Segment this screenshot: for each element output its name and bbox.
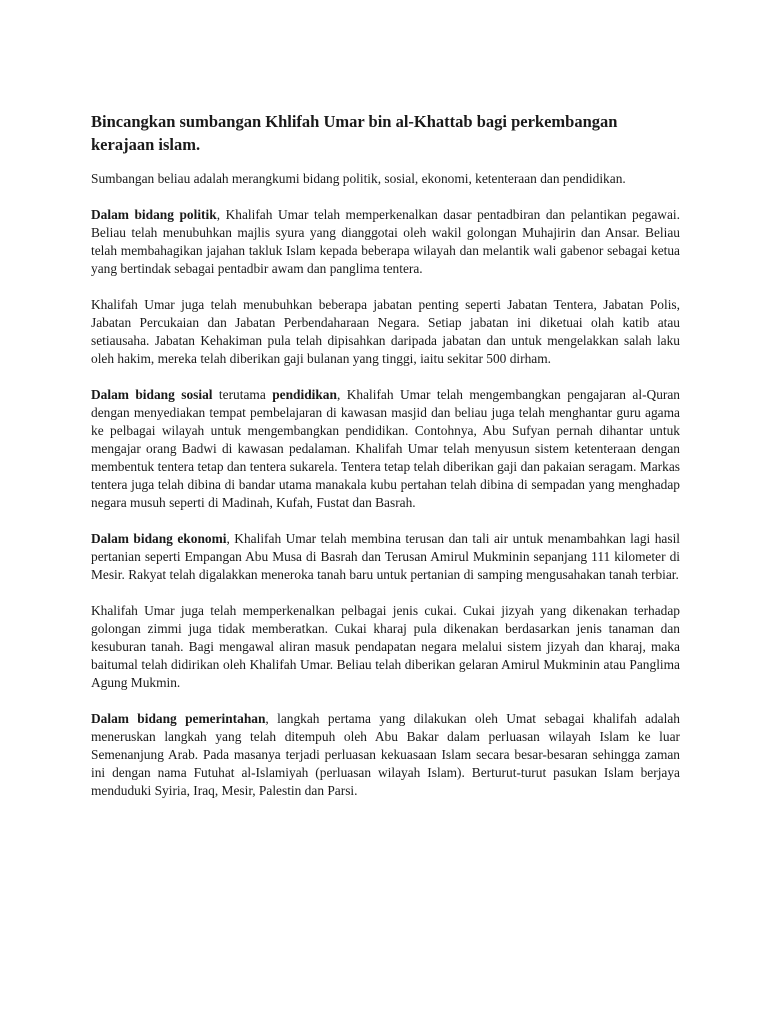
text-ekonomi: , Khalifah Umar telah membina terusan dan tali air untuk menambahkan lagi hasil pertanian seperti Empangan Abu Musa di Basrah dan Terusan Amirul Mukminin sepanjang 111 kilometer di Mesir. Rakyat telah digalakkan meneroka tanah baru untuk pertanian di samping mengusahakan tanah terbiar. — [91, 531, 681, 582]
paragraph-intro: Sumbangan beliau adalah merangkumi bidang politik, sosial, ekonomi, ketenteraan dan pendidikan. — [91, 171, 626, 186]
paragraph-sosial — [91, 386, 680, 512]
heading-pemerintahan: Dalam bidang pemerintahan — [91, 711, 266, 726]
paragraph-cukai: Khalifah Umar juga telah memperkenalkan pelbagai jenis cukai. Cukai jizyah yang dikenakan terhadap golongan zimmi juga tidak memberatkan. Cukai kharaj pula dikenakan berdasarkan jenis tanaman dan kesuburan tanah. Bagi mengawal aliran masuk pendapatan negara melalui sistem jizyah dan kharaj, maka baitumal telah didirikan oleh Khalifah Umar. Beliau telah diberikan gelaran Amirul Mukminin atau Panglima Agung Mukmin. — [91, 603, 680, 690]
paragraph-politik — [91, 206, 680, 278]
heading-sosial: Dalam bidang sosial — [91, 387, 213, 402]
heading-pendidikan: pendidikan — [272, 387, 337, 402]
text-politik: , Khalifah Umar telah memperkenalkan dasar pentadbiran dan pelantikan pegawai. Beliau telah menubuhkan majlis syura yang dianggotai oleh wakil golongan Muhajirin dan Ansar. Beliau telah membahagikan jajahan takluk Islam kepada beberapa wilayah dan melantik wali gabenor sebagai ketua yang bertindak sebagai pentadbir awam dan panglima tentera. — [91, 207, 680, 276]
heading-politik: Dalam bidang politik — [91, 207, 217, 222]
paragraph-jabatan: Khalifah Umar juga telah menubuhkan beberapa jabatan penting seperti Jabatan Tentera, Jabatan Polis, Jabatan Percukaian dan Jabatan Perbendaharaan Negara. Setiap jabatan ini diketuai olah katib atau setiausaha. Jabatan Kehakiman pula telah dipisahkan daripada jabatan dan untuk mengelakkan salah laku oleh hakim, mereka telah diberikan gaji bulanan yang tinggi, iaitu sekitar 500 dirham. — [91, 297, 680, 366]
paragraph-ekonomi — [91, 530, 680, 584]
text-pemerintahan: , langkah pertama yang dilakukan oleh Umat sebagai khalifah adalah meneruskan langkah yang telah ditempuh oleh Abu Bakar dalam perluasan wilayah Islam ke luar Semenanjung Arab. Pada masanya terjadi perluasan kekuasaan Islam secara besar-besaran sehingga zaman ini dengan nama Futuhat al-Islamiyah (perluasan wilayah Islam). Berturut-turut pasukan Islam berjaya menduduki Syiria, Iraq, Mesir, Palestin dan Parsi. — [91, 711, 680, 798]
text-sosial-connector: terutama — [212, 387, 273, 402]
text-sosial: , Khalifah Umar telah mengembangkan pengajaran al-Quran dengan menyediakan tempat pembelajaran di kawasan masjid dan beliau juga telah menghantar guru agama ke pelbagai wilayah untuk mengembangkan pendidikan. Contohnya, Abu Sufyan pernah dihantar untuk mengajar orang Badwi di kawasan pedalaman. Khalifah Umar telah menyusun sistem ketenteraan dengan membentuk tentera tetap dan tentera sukarela. Tentera tetap telah diberikan gaji dan pakaian seragam. Markas tentera juga telah dibina di bandar utama manakala kubu pertahan telah dibina di sempadan yang menghadap negara musuh seperti di Madinah, Kufah, Fustat dan Basrah. — [91, 387, 680, 510]
paragraph-pemerintahan — [91, 710, 680, 800]
document-title: Bincangkan sumbangan Khlifah Umar bin al-Khattab bagi perkembangan kerajaan islam. — [91, 112, 618, 154]
heading-ekonomi: Dalam bidang ekonomi — [91, 531, 227, 546]
